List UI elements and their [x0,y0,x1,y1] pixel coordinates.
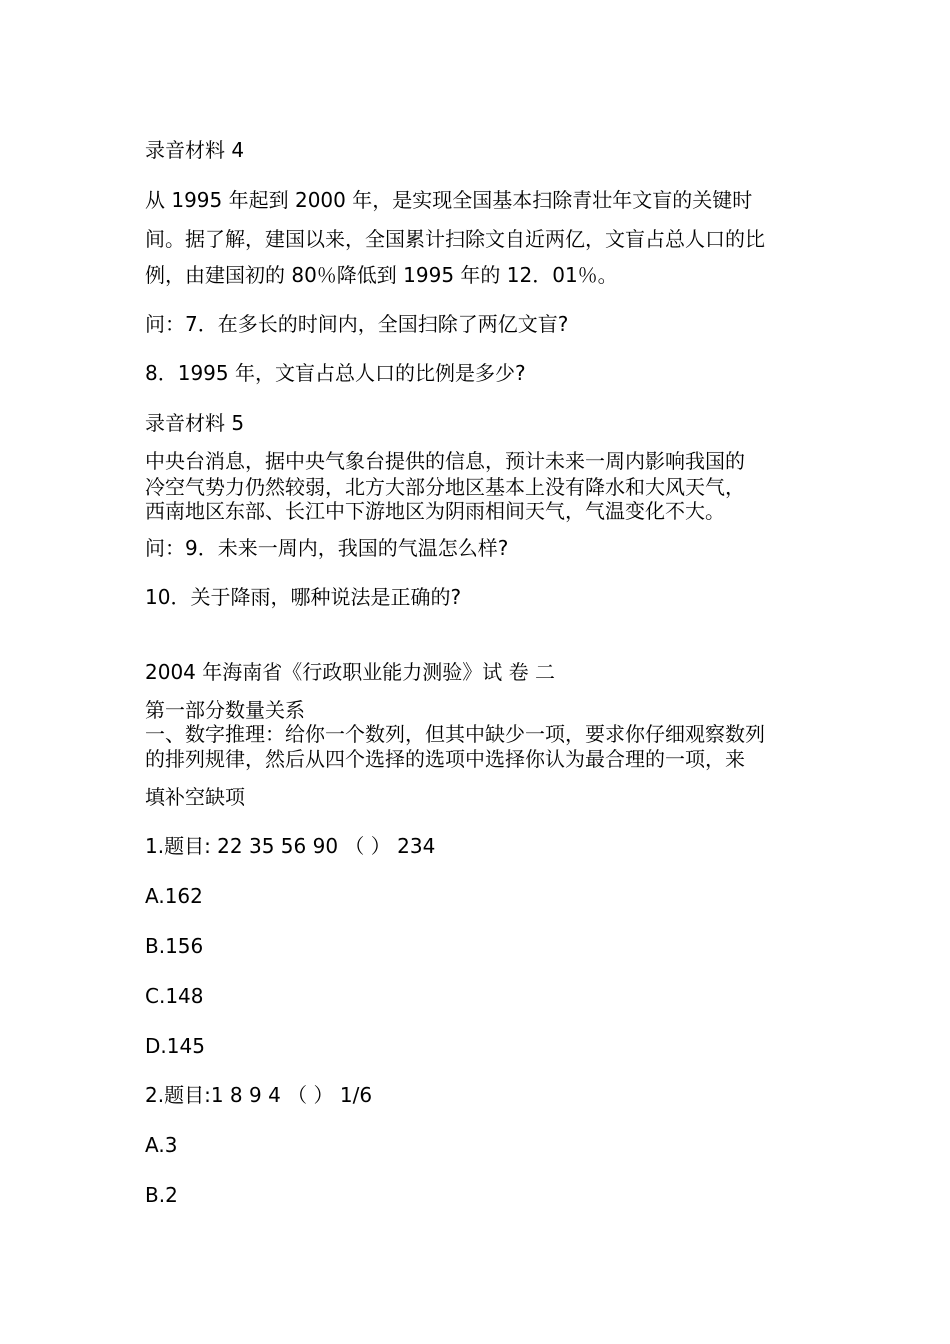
material4-para-line: 从 1995 年起到 2000 年，是实现全国基本扫除青壮年文盲的关键时 [145,188,753,212]
material4-heading: 录音材料 4 [145,138,245,162]
q1-option-a: A.162 [145,884,203,908]
question-7: 问：7．在多长的时间内，全国扫除了两亿文盲? [145,312,569,336]
material4-para-line: 例，由建国初的 80％降低到 1995 年的 12．01％。 [145,263,618,287]
material5-heading: 录音材料 5 [145,411,245,435]
exam-title: 2004 年海南省《行政职业能力测验》试 卷 二 [145,660,555,684]
material5-para-line: 西南地区东部、长江中下游地区为阴雨相间天气，气温变化不大。 [145,499,725,523]
q1-option-d: D.145 [145,1034,205,1058]
q2-option-a: A.3 [145,1133,178,1157]
q2-option-b: B.2 [145,1183,178,1207]
material4-para-line: 间。据了解，建国以来，全国累计扫除文自近两亿，文盲占总人口的比 [145,227,765,251]
material5-para-line: 冷空气势力仍然较弱，北方大部分地区基本上没有降水和大风天气， [145,475,745,499]
material5-para-line: 中央台消息，据中央气象台提供的信息，预计未来一周内影响我国的 [145,449,745,473]
q1-stem: 1.题目: 22 35 56 90 （ ） 234 [145,834,436,858]
q1-option-c: C.148 [145,984,204,1008]
question-8: 8．1995 年，文盲占总人口的比例是多少? [145,361,526,385]
question-9: 问：9．未来一周内，我国的气温怎么样? [145,536,509,560]
q2-stem: 2.题目:1 8 9 4 （ ） 1/6 [145,1083,373,1107]
instruction-line: 一、数字推理：给你一个数列，但其中缺少一项，要求你仔细观察数列 [145,722,765,746]
question-10: 10．关于降雨，哪种说法是正确的? [145,585,462,609]
instruction-line: 填补空缺项 [145,785,245,809]
exam-part-heading: 第一部分数量关系 [145,698,305,722]
q1-option-b: B.156 [145,934,204,958]
instruction-line: 的排列规律，然后从四个选择的选项中选择你认为最合理的一项，来 [145,747,745,771]
